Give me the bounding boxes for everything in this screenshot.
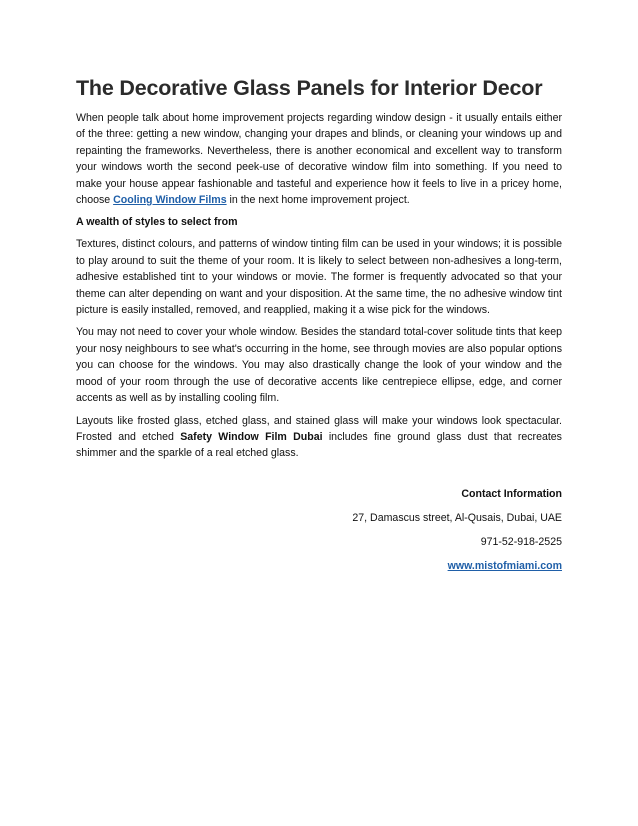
styles-paragraph: Textures, distinct colours, and patterns of window tinting film can be used in your windows; it is possible to play around to suit the theme of your room. It is likely to select between non-adhesives a long-term, adhesive established tint to your windows or movie. The former is frequently advocated so that your theme can alter depending on want and your disposition. At the same time, the no adhesive window tint picture is easily installed, removed, and reapplied, making it a wise pick for the windows. — [76, 238, 562, 317]
section-heading: A wealth of styles to select from — [76, 216, 238, 229]
contact-phone: 971-52-918-2525 — [480, 535, 562, 548]
layouts-paragraph — [76, 413, 562, 462]
contact-block — [76, 486, 562, 574]
layouts-text-before-bold: Layouts like frosted glass, etched glass, and stained glass will make your windows look spectacular. Frosted and etched — [76, 414, 562, 443]
layouts-text-after-bold: includes fine ground glass dust that recreates shimmer and the sparkle of a real etched glass. — [76, 430, 562, 460]
intro-text-after-link: in the next home improvement project. — [226, 194, 410, 207]
cooling-window-films-link[interactable]: Cooling Window Films — [113, 194, 227, 207]
contact-heading: Contact Information — [461, 487, 562, 500]
safety-window-film-dubai-text: Safety Window Film Dubai — [180, 430, 323, 443]
intro-text-before-link: When people talk about home improvement projects regarding window design - it usually entails either of the three: getting a new window, changing your drapes and blinds, or cleaning your windows up and repainting the frameworks. Nevertheless, there is another economical and excellent way to transform your windows worth the second peek-use of decorative window film into something. If you need to make your house appear fashionable and tasteful and experience how it feels to live in a pricey home, choose — [76, 112, 562, 207]
intro-paragraph — [76, 110, 562, 208]
contact-address: 27, Damascus street, Al-Qusais, Dubai, UAE — [352, 511, 562, 524]
website-link[interactable]: www.mistofmiami.com — [447, 559, 562, 572]
page-title: The Decorative Glass Panels for Interior Decor — [76, 76, 543, 100]
coverage-paragraph: You may not need to cover your whole window. Besides the standard total-cover solitude tints that keep your nosy neighbours to see what's occurring in the home, see through movies are also popular options you can choose for the windows. You may also drastically change the look of your window and the mood of your room through the use of decorative accents like centrepiece ellipse, edge, and corner accents as well as by installing cooling film. — [76, 326, 562, 405]
document-page — [76, 74, 562, 582]
